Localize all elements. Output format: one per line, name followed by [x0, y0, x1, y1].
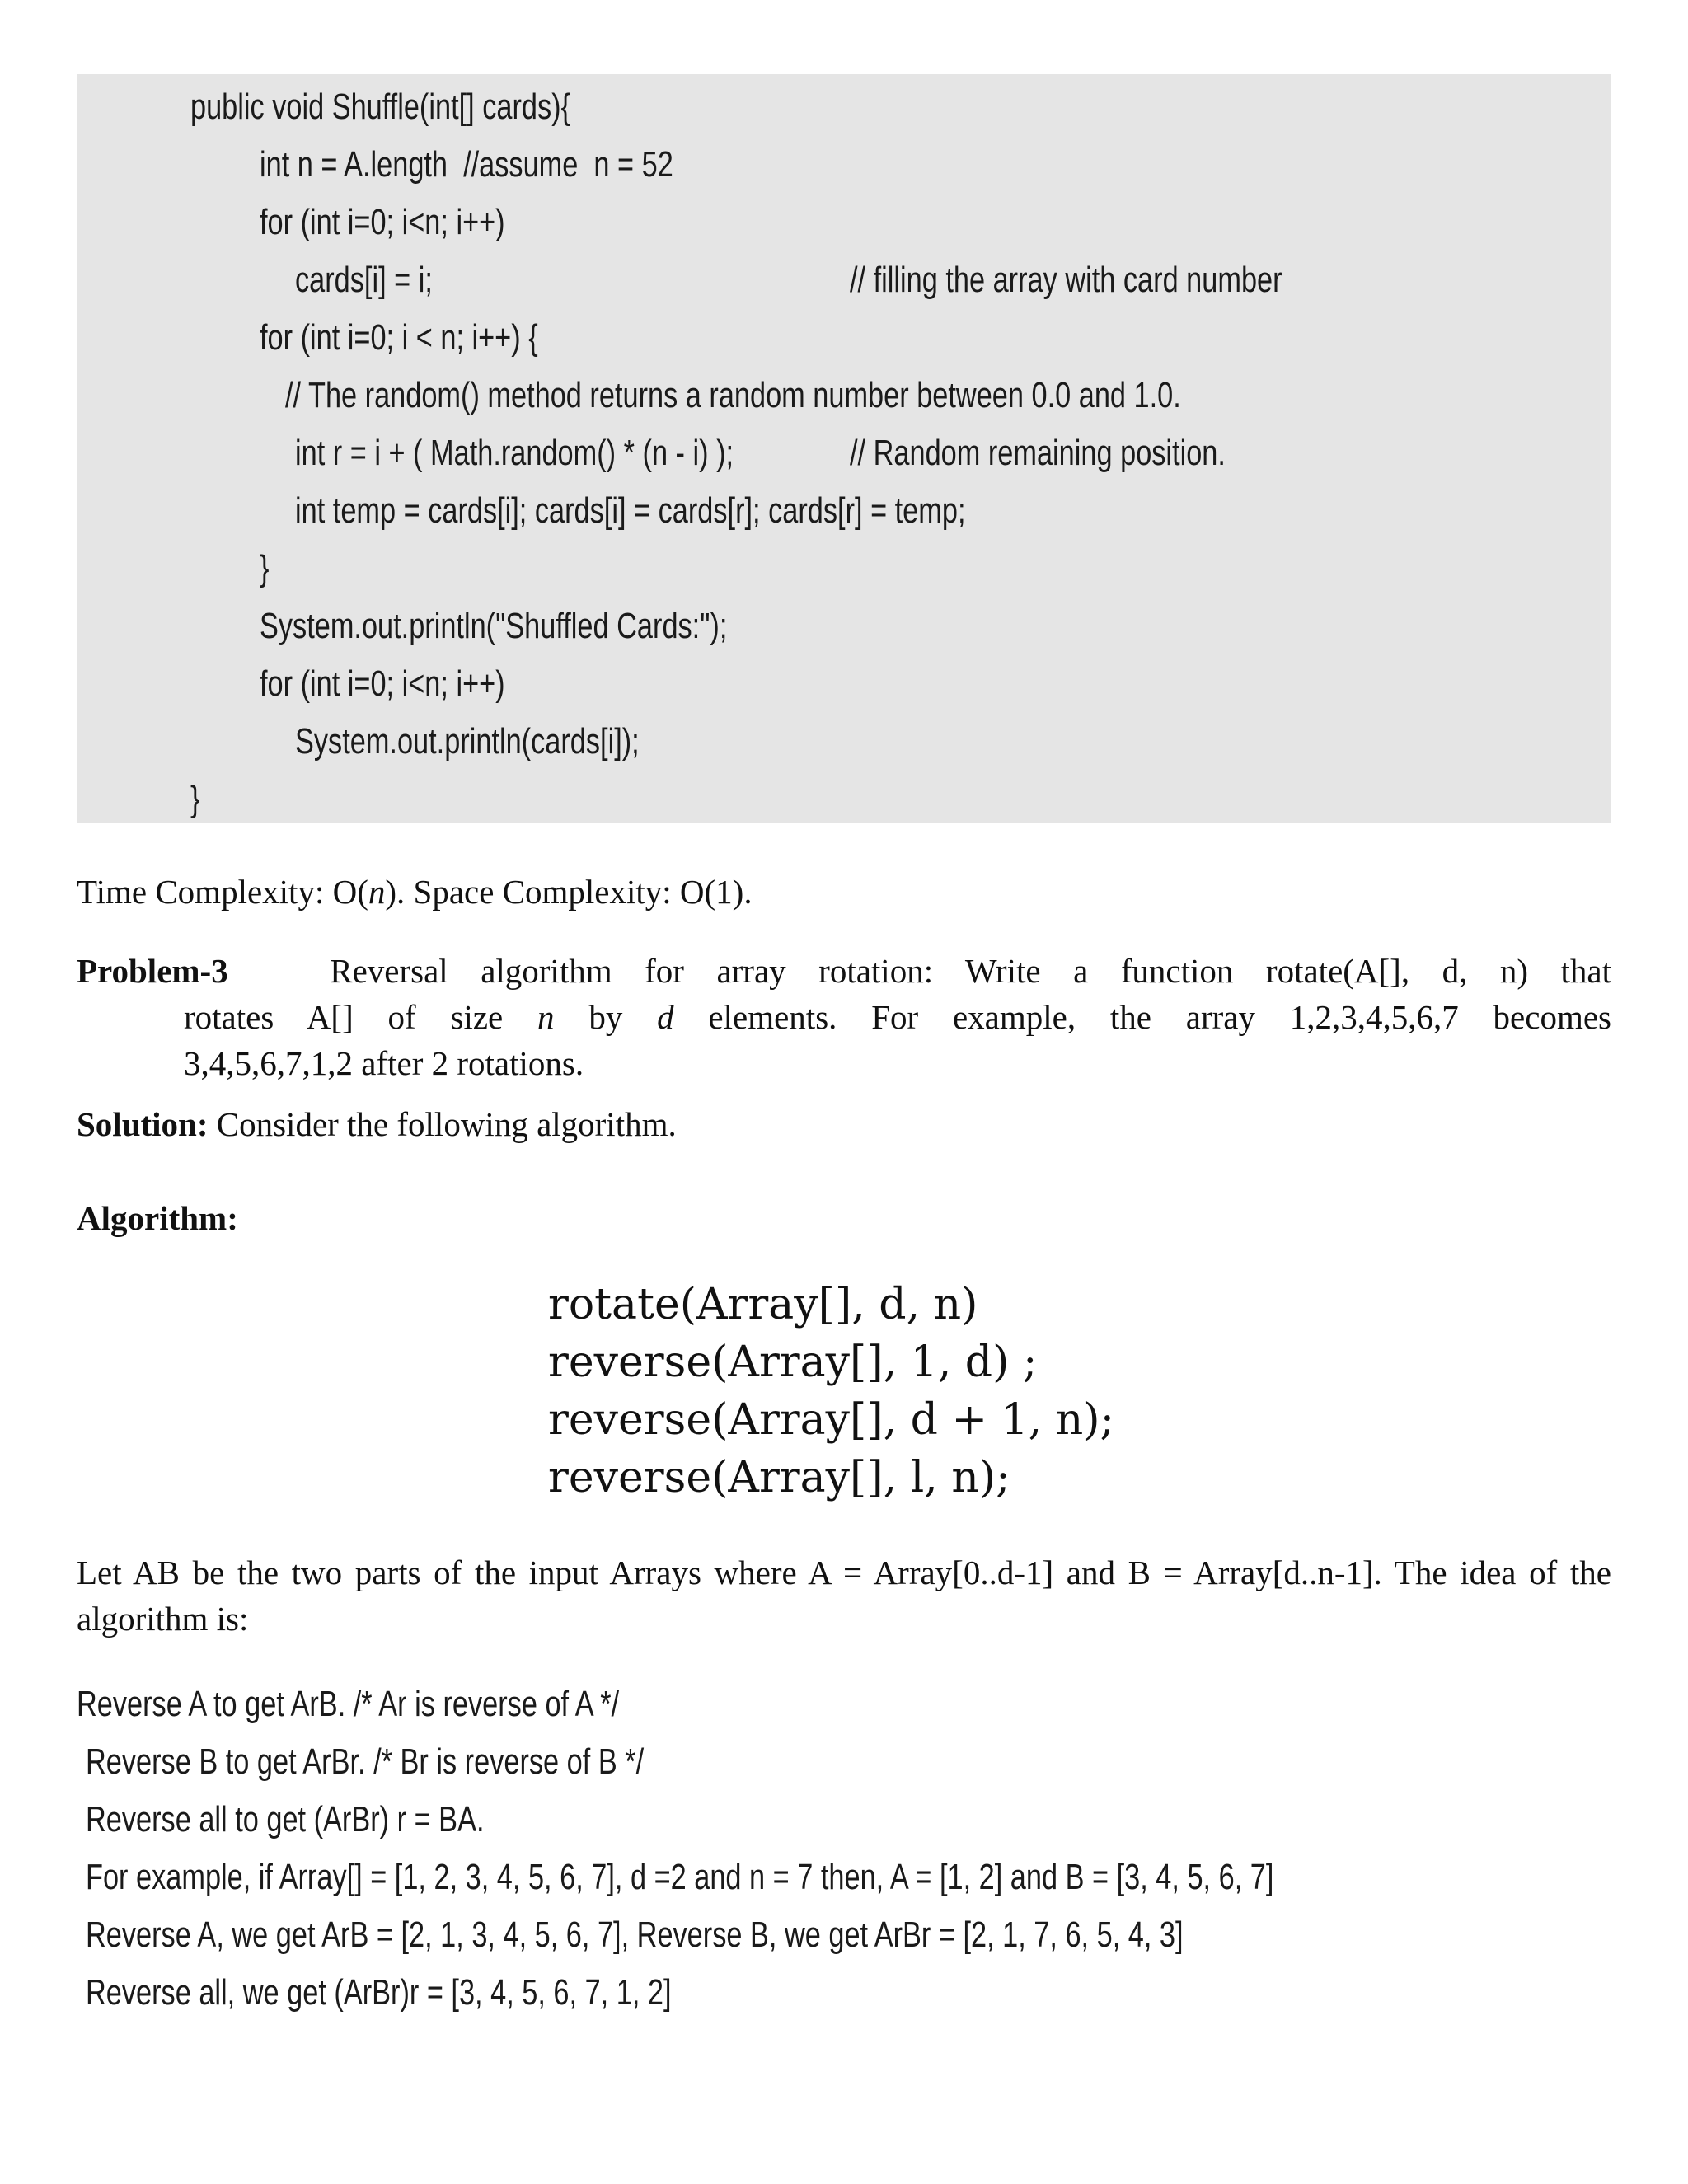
algorithm-line: rotate(Array[], d, n) [548, 1280, 978, 1329]
code-line: int n = A.length //assume n = 52 [260, 144, 673, 185]
solution-line [77, 1102, 677, 1146]
step-line: Reverse all to get (ArBr) r = BA. [86, 1799, 485, 1840]
code-comment: // filling the array with card number [850, 260, 1282, 300]
step-line: Reverse all, we get (ArBr)r = [3, 4, 5, 6, 7, 1, 2] [86, 1972, 672, 2013]
code-line: for (int i=0; i<n; i++) [260, 663, 505, 704]
code-block [77, 74, 1611, 823]
algorithm-line: reverse(Array[], l, n); [548, 1453, 1010, 1502]
code-line: int temp = cards[i]; cards[i] = cards[r]; cards[r] = temp; [295, 490, 966, 531]
code-line: System.out.println(cards[i]); [295, 721, 640, 762]
step-line: For example, if Array[] = [1, 2, 3, 4, 5, 6, 7], d =2 and n = 7 then, A = [1, 2] and B = [3, 4, 5, 6, 7] [86, 1857, 1274, 1897]
problem-line-3: 3,4,5,6,7,1,2 after 2 rotations. [184, 1044, 584, 1082]
problem-label: Problem-3 [77, 952, 228, 990]
algorithm-heading [77, 1196, 238, 1240]
code-line: for (int i=0; i<n; i++) [260, 202, 505, 242]
code-line: } [190, 779, 200, 819]
idea-paragraph: Let AB be the two parts of the input Arrays where A = Array[0..d-1] and B = Array[d..n-1]. The idea of the algorithm is: [77, 1554, 1611, 1638]
complexity-prefix: Time Complexity: O( [77, 873, 368, 911]
problem-line-2: rotates A[] of size n by d elements. For example, the array 1,2,3,4,5,6,7 becomes [184, 998, 1611, 1036]
step-line: Reverse A, we get ArB = [2, 1, 3, 4, 5, 6, 7], Reverse B, we get ArBr = [2, 1, 7, 6, 5, 4, 3] [86, 1915, 1184, 1955]
algorithm-line: reverse(Array[], 1, d) ; [548, 1338, 1038, 1387]
code-line: for (int i=0; i < n; i++) { [260, 317, 538, 358]
solution-label: Solution: [77, 1105, 209, 1143]
code-line: // The random() method returns a random number between 0.0 and 1.0. [285, 375, 1181, 415]
code-line: } [260, 548, 270, 588]
step-line: Reverse B to get ArBr. /* Br is reverse of B */ [86, 1741, 645, 1782]
complexity-suffix: ). Space Complexity: O(1). [385, 873, 753, 911]
algorithm-label: Algorithm: [77, 1199, 238, 1237]
complexity-var: n [368, 873, 386, 911]
complexity-line [77, 869, 753, 914]
algorithm-line: reverse(Array[], d + 1, n); [548, 1395, 1115, 1445]
code-line: public void Shuffle(int[] cards){ [190, 87, 571, 127]
code-line: int r = i + ( Math.random() * (n - i) ); [295, 433, 734, 473]
code-comment: // Random remaining position. [850, 433, 1226, 473]
code-line: cards[i] = i; [295, 260, 433, 300]
code-line: System.out.println("Shuffled Cards:"); [260, 606, 728, 646]
problem-text-part-1: Reversal algorithm for array rotation: Write a function rotate(A[], d, n) that [330, 952, 1612, 990]
solution-text: Consider the following algorithm. [216, 1105, 677, 1143]
step-line: Reverse A to get ArB. /* Ar is reverse of A */ [77, 1684, 620, 1724]
problem-statement [77, 948, 1611, 1086]
